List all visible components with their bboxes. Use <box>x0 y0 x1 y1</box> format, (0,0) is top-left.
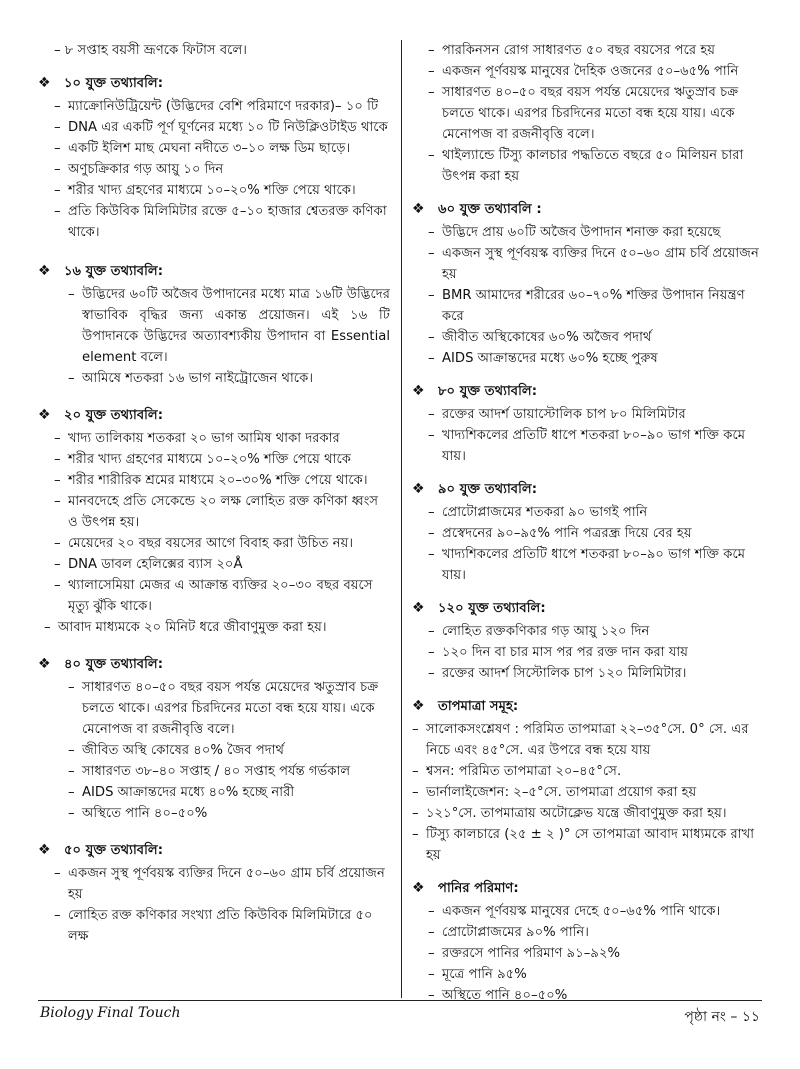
list-item: – শরীর খাদ্য গ্রহণের মাধ্যমে ১০–২০% শক্তি পেয়ে থাকে। <box>54 183 356 198</box>
list-item: – শরীর শারীরিক শ্রমের মাধ্যমে ২০–৩০% শক্তি পেয়ে থাকে। <box>54 473 368 488</box>
section-heading-80: ❖ ৮০ যুক্ত তথ্যাবলি: <box>412 381 762 402</box>
section-list-120 <box>428 621 762 684</box>
list-item: – লোহিত রক্ত কণিকার সংখ্যা প্রতি কিউবিক মিলিমিটারে ৫০ লক্ষ <box>54 908 373 944</box>
list-item: – মানবদেহে প্রতি সেকেন্ডে ২০ লক্ষ লোহিত রক্ত কণিকা ধ্বংস ও উৎপন্ন হয়। <box>54 494 379 530</box>
list-item: – DNA এর একটি পূর্ণ ঘূর্ণনের মধ্যে ১০ টি নিউক্লিওটাইড থাকে <box>54 120 388 135</box>
page-footer <box>38 1000 762 1027</box>
list-item: – খাদ্যশিকলের প্রতিটি ধাপে শতকরা ৮০–৯০ ভাগ শক্তি কমে যায়। <box>428 547 746 583</box>
list-item: – একটি ইলিশ মাছ মেঘনা নদীতে ৩–১০ লক্ষ ডিম ছাড়ে। <box>54 141 351 156</box>
list-item: – সাধারণত ৪০–৫০ বছর বয়স পর্যন্ত মেয়েদের ঋতুস্রাব চক্র চলতে থাকে। এরপর চিরদিনের মতো বন্ধ হয়ে যায়। একে মেনোপজ বা রজনীবৃত্তি বলে। <box>68 680 379 737</box>
diamond-bullet-icon: ❖ <box>412 383 425 399</box>
list-item: – সাধারণত ৩৮–৪০ সপ্তাহ / ৪০ সপ্তাহ পর্যন্ত গর্ভকাল <box>68 764 351 779</box>
list-item: – প্রস্বেদনের ৯০–৯৫% পানি পত্ররন্ধ্র দিয়ে বের হয় <box>428 526 692 541</box>
list-item: – লোহিত রক্তকণিকার গড় আয়ু ১২০ দিন <box>428 624 650 639</box>
list-item: – একজন সুস্থ পূর্ণবয়স্ক ব্যক্তির দিনে ৫০–৬০ গ্রাম চর্বি প্রয়োজন হয় <box>428 246 759 282</box>
list-item: – ভার্নালাইজেশন: ২–৫°সে. তাপমাত্রা প্রয়োগ করা হয় <box>412 785 697 800</box>
section-heading-16: ❖ ১৬ যুক্ত তথ্যাবলি: <box>38 261 390 282</box>
section-list-50 <box>54 863 390 947</box>
diamond-bullet-icon: ❖ <box>412 600 425 616</box>
section-list-temperature <box>412 719 762 866</box>
diamond-bullet-icon: ❖ <box>38 263 51 279</box>
diamond-bullet-icon: ❖ <box>412 698 425 714</box>
section-heading-50: ❖ ৫০ যুক্ত তথ্যাবলি: <box>38 840 390 861</box>
continued-list-50 <box>428 40 762 187</box>
diamond-bullet-icon: ❖ <box>38 842 51 858</box>
list-item: – ম্যাক্রোনিউট্রিয়েন্ট (উদ্ভিদের বেশি পরিমাণে দরকার)– ১০ টি <box>54 99 379 114</box>
section-list-10 <box>54 96 390 243</box>
list-item: – একজন পূর্ণবয়স্ক মানুষের দেহে ৫০–৬৫% পানি থাকে। <box>428 904 721 919</box>
list-item: – খাদ্য তালিকায় শতকরা ২০ ভাগ আমিষ থাকা দরকার <box>54 431 340 446</box>
list-item: – DNA ডাবল হেলিক্সের ব্যাস ২০Å <box>54 557 243 572</box>
diamond-bullet-icon: ❖ <box>38 656 51 672</box>
page-number: পৃষ্ঠা নং – ১১ <box>684 1009 760 1025</box>
section-list-water <box>428 901 762 1006</box>
section-heading-20: ❖ ২০ যুক্ত তথ্যাবলি: <box>38 405 390 426</box>
list-item: – খাদ্যশিকলের প্রতিটি ধাপে শতকরা ৮০–৯০ ভাগ শক্তি কমে যায়। <box>428 428 746 464</box>
list-item: – উদ্ভিদে প্রায় ৬০টি অজৈব উপাদান শনাক্ত করা হয়েছে <box>428 225 721 240</box>
section-list-16 <box>68 284 390 389</box>
section-list-20 <box>44 428 390 638</box>
list-item: – AIDS আক্রান্তদের মধ্যে ৪০% হচ্ছে নারী <box>68 785 295 800</box>
list-item: – ১২০ দিন বা চার মাস পর পর রক্ত দান করা যায় <box>428 645 689 660</box>
diamond-bullet-icon: ❖ <box>412 481 425 497</box>
list-item: – থ্যালাসেমিয়া মেজর এ আক্রান্ত ব্যক্তির ২০–৩০ বছর বয়সে মৃত্যু ঝুঁকি থাকে। <box>54 578 373 614</box>
list-item: – অণুচক্রিকার গড় আয়ু ১০ দিন <box>54 162 224 177</box>
list-item: – BMR আমাদের শরীরের ৬০–৭০% শক্তির উপাদান নিয়ন্ত্রণ করে <box>428 288 745 324</box>
list-item: – একজন পূর্ণবয়স্ক মানুষের দৈহিক ওজনের ৫০–৬৫% পানি <box>428 64 739 79</box>
list-item: – আবাদ মাধ্যমকে ২০ মিনিট ধরে জীবাণুমুক্ত করা হয়। <box>44 620 327 635</box>
list-item: – প্রোটোপ্লাজমের শতকরা ৯০ ভাগই পানি <box>428 505 648 520</box>
page <box>38 40 762 1003</box>
diamond-bullet-icon: ❖ <box>38 407 51 423</box>
section-list-40 <box>68 677 390 824</box>
book-title: Biology Final Touch <box>40 1005 181 1021</box>
diamond-bullet-icon: ❖ <box>412 880 425 896</box>
list-item: – রক্তরসে পানির পরিমাণ ৯১–৯২% <box>428 946 621 961</box>
section-heading-90: ❖ ৯০ যুক্ত তথ্যাবলি: <box>412 479 762 500</box>
list-item: – AIDS আক্রান্তদের মধ্যে ৬০% হচ্ছে পুরুষ <box>428 351 658 366</box>
section-heading-temperature: ❖ তাপমাত্রা সমূহ: <box>412 696 762 717</box>
list-item: – সালোকসংশ্লেষণ : পরিমিত তাপমাত্রা ২২–৩৫°সে. 0° সে. এর নিচে এবং ৪৫°সে. এর উপরে বন্ধ হয়ে যায় <box>412 722 749 758</box>
diamond-bullet-icon: ❖ <box>38 75 51 91</box>
section-heading-water: ❖ পানির পরিমাণ: <box>412 878 762 899</box>
section-heading-60: ❖ ৬০ যুক্ত তথ্যাবলি : <box>412 199 762 220</box>
list-item: – প্রোটোপ্লাজমের ৯০% পানি। <box>428 925 590 940</box>
right-column <box>412 40 762 1006</box>
section-heading-120: ❖ ১২০ যুক্ত তথ্যাবলি: <box>412 598 762 619</box>
list-item: – থাইল্যান্ডে টিস্যু কালচার পদ্ধতিতে বছরে ৫০ মিলিয়ন চারা উৎপন্ন করা হয় <box>428 148 744 184</box>
list-item: – সাধারণত ৪০–৫০ বছর বয়স পর্যন্ত মেয়েদের ঋতুস্রাব চক্র চলতে থাকে। এরপর চিরদিনের মতো বন্ধ হয়ে যায়। একে মেনোপজ বা রজনীবৃত্তি বলে। <box>428 85 739 142</box>
list-item: – উদ্ভিদের ৬০টি অজৈব উপাদানের মধ্যে মাত্র ১৬টি উদ্ভিদের স্বাভাবিক বৃদ্ধির জন্য একান্ত প্রয়োজন। এই ১৬ টি উপাদানকে উদ্ভিদের অত্যাবশ্যকীয় উপাদান বা Essential element বলে। <box>68 287 390 365</box>
section-heading-40: ❖ ৪০ যুক্ত তথ্যাবলি: <box>38 654 390 675</box>
section-list-80 <box>428 404 762 467</box>
list-item: – অস্থিতে পানি ৪০–৫০% <box>428 988 568 1003</box>
list-item: – মেয়েদের ২০ বছর বয়সের আগে বিবাহ করা উচিত নয়। <box>54 536 354 551</box>
list-item: – একজন সুস্থ পূর্ণবয়স্ক ব্যক্তির দিনে ৫০–৬০ গ্রাম চর্বি প্রয়োজন হয় <box>54 866 385 902</box>
column-divider <box>401 40 402 998</box>
left-column <box>38 40 390 947</box>
list-item: – টিস্যু কালচারে (২৫ ± ২ )° সে তাপমাত্রা আবাদ মাধ্যমকে রাখা হয় <box>412 827 755 863</box>
list-item: – প্রতি কিউবিক মিলিমিটার রক্তে ৫–১০ হাজার শ্বেতরক্ত কণিকা থাকে। <box>54 204 387 240</box>
list-item: – ১২১°সে. তাপমাত্রায় অটোক্লেভ যন্ত্রে জীবাণুমুক্ত করা হয়। <box>412 806 727 821</box>
list-item: – পারকিনসন রোগ সাধারণত ৫০ বছর বয়সের পরে হয় <box>428 43 716 58</box>
list-item: – শ্বসন: পরিমিত তাপমাত্রা ২০–৪৫°সে. <box>412 764 622 779</box>
list-item: – আমিষে শতকরা ১৬ ভাগ নাইট্রোজেন থাকে। <box>68 371 314 386</box>
list-item: – অস্থিতে পানি ৪০–৫০% <box>68 806 208 821</box>
list-item: – রক্তের আদর্শ ডায়াস্টোলিক চাপ ৮০ মিলিমিটার <box>428 407 686 422</box>
intro-line: – ৮ সপ্তাহ বয়সী ভ্রূণকে ফিটাস বলে। <box>54 43 248 58</box>
section-list-60 <box>428 222 762 369</box>
list-item: – মূত্রে পানি ৯৫% <box>428 967 527 982</box>
section-list-90 <box>428 502 762 586</box>
list-item: – শরীর খাদ্য গ্রহণের মাধ্যমে ১০–২০% শক্তি পেয়ে থাকে <box>54 452 352 467</box>
list-item: – জীবিত অস্থি কোষের ৪০% জৈব পদার্থ <box>68 743 285 758</box>
diamond-bullet-icon: ❖ <box>412 201 425 217</box>
list-item: – জীবীত অস্থিকোষের ৬০% অজৈব পদার্থ <box>428 330 652 345</box>
list-item: – রক্তের আদর্শ সিস্টোলিক চাপ ১২০ মিলিমিটার। <box>428 666 687 681</box>
section-heading-10: ❖ ১০ যুক্ত তথ্যাবলি: <box>38 73 390 94</box>
